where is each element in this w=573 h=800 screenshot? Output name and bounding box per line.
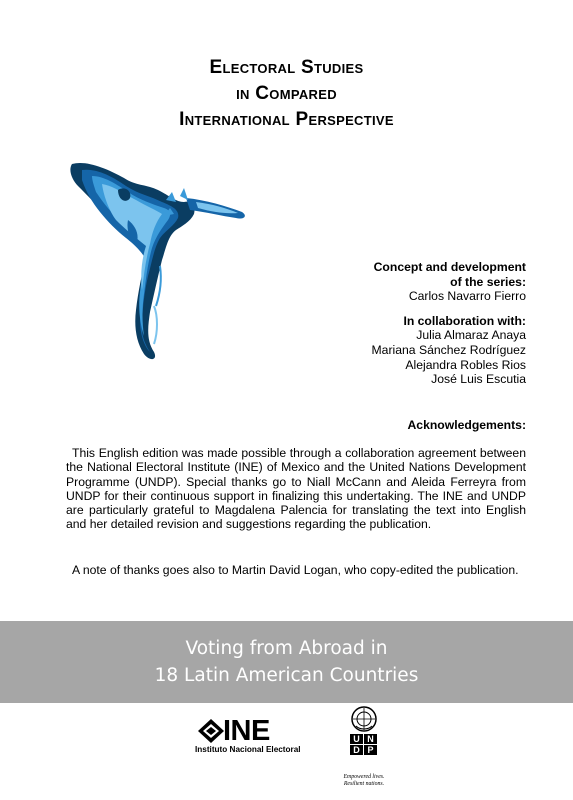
collaboration-heading: In collaboration with: (403, 313, 526, 328)
collaborator-name: José Luis Escutia (431, 372, 526, 387)
collaborator-name: Alejandra Robles Rios (405, 357, 526, 372)
collaborator-name: Julia Almaraz Anaya (416, 328, 526, 343)
collaborator-name: Mariana Sánchez Rodríguez (371, 342, 526, 357)
undp-tagline-line-1: Empowered lives. (343, 774, 385, 780)
undp-tagline (338, 774, 390, 788)
concept-author: Carlos Navarro Fierro (408, 289, 526, 304)
concept-heading-line-1: Concept and development (373, 260, 526, 274)
ine-full-name: Instituto Nacional Electoral (195, 745, 301, 754)
book-title-line-2: 18 Latin American Countries (154, 665, 419, 686)
book-title-banner (0, 621, 573, 703)
undp-letter: N (364, 734, 377, 744)
acknowledgements-heading: Acknowledgements: (407, 418, 526, 432)
ine-emblem-icon (197, 718, 225, 744)
undp-letter: P (364, 745, 377, 755)
undp-letter-grid (350, 734, 378, 756)
undp-letter: U (350, 734, 363, 744)
ine-logo (193, 716, 309, 756)
acknowledgements-paragraph-1: This English edition was made possible through a collaboration agreement between the National Electoral Institute (INE) of Mexico and the United Nations Development Programme (UNDP). Special thanks go to Niall McCann and Aleida Ferreyra from UNDP for their continuous support in finalizing this undertaking. The INE and UNDP are particularly grateful to Magdalena Palencia for translating the text into English and her detailed revision and suggestions regarding the publication. (66, 446, 526, 532)
series-title-line-2: in Compared (236, 83, 337, 104)
latin-america-map-icon (66, 156, 256, 366)
book-title-line-1: Voting from Abroad in (185, 638, 388, 659)
series-title-line-1: Electoral Studies (209, 57, 364, 78)
acknowledgements-paragraph-2: A note of thanks goes also to Martin David Logan, who copy-edited the publication. (72, 563, 519, 577)
series-title (0, 55, 573, 133)
concept-heading-line-2: of the series: (450, 274, 526, 289)
credits-block (286, 260, 526, 387)
un-emblem-icon (351, 706, 377, 732)
undp-letter: D (350, 745, 363, 755)
series-title-line-3: International Perspective (179, 109, 394, 130)
undp-tagline-line-2: Resilient nations. (343, 781, 385, 787)
ine-wordmark: INE (223, 715, 270, 747)
undp-logo (338, 706, 390, 790)
